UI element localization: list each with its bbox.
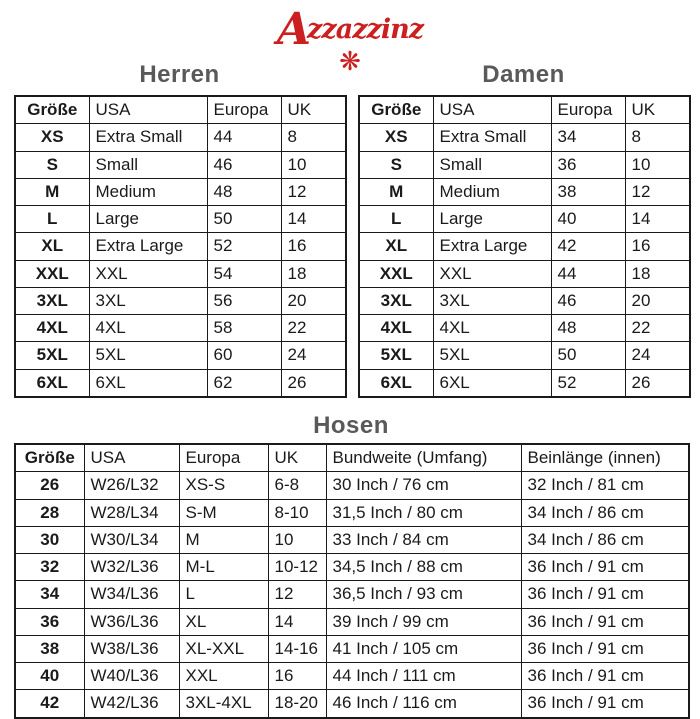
- table-row: [15, 124, 346, 151]
- table-cell: 39 Inch / 99 cm: [326, 608, 521, 635]
- table-cell: 12: [268, 581, 326, 608]
- table-cell: S: [359, 151, 433, 178]
- table-cell: 3XL: [89, 287, 207, 314]
- table-cell: Extra Large: [433, 233, 551, 260]
- table-cell: XXL: [359, 260, 433, 287]
- table-cell: Large: [89, 206, 207, 233]
- table-cell: 14: [281, 206, 346, 233]
- table-cell: Medium: [89, 178, 207, 205]
- table-cell: 32 Inch / 81 cm: [521, 472, 689, 499]
- table-cell: L: [179, 581, 268, 608]
- table-cell: 24: [281, 342, 346, 369]
- table-cell: 36 Inch / 91 cm: [521, 608, 689, 635]
- table-cell: 34: [551, 124, 625, 151]
- table-cell: 10-12: [268, 554, 326, 581]
- table-cell: 34: [15, 581, 84, 608]
- table-cell: 20: [625, 287, 690, 314]
- table-cell: W38/L36: [84, 635, 179, 662]
- table-cell: 18: [281, 260, 346, 287]
- table-cell: 44: [207, 124, 281, 151]
- table-cell: W42/L36: [84, 690, 179, 718]
- table-cell: 46 Inch / 116 cm: [326, 690, 521, 718]
- table-cell: 38: [551, 178, 625, 205]
- table-cell: W34/L36: [84, 581, 179, 608]
- table-cell: 5XL: [433, 342, 551, 369]
- column-header: Europa: [551, 96, 625, 124]
- column-header: UK: [268, 444, 326, 472]
- table-cell: 28: [15, 499, 84, 526]
- table-cell: 30: [15, 526, 84, 553]
- table-cell: 6XL: [359, 369, 433, 397]
- table-cell: 3XL: [359, 287, 433, 314]
- brand-logo-rest: zzazzinz: [307, 14, 424, 45]
- section-title-herren: Herren: [139, 61, 220, 88]
- table-cell: XXL: [15, 260, 89, 287]
- table-row: [359, 151, 690, 178]
- table-cell: 24: [625, 342, 690, 369]
- table-cell: 5XL: [89, 342, 207, 369]
- table-row: [15, 342, 346, 369]
- column-header: Bundweite (Umfang): [326, 444, 521, 472]
- table-cell: 40: [15, 663, 84, 690]
- table-row: [359, 342, 690, 369]
- hosen-size-table: [14, 443, 690, 719]
- table-cell: 36: [551, 151, 625, 178]
- table-cell: 36,5 Inch / 93 cm: [326, 581, 521, 608]
- table-cell: W40/L36: [84, 663, 179, 690]
- table-cell: 32: [15, 554, 84, 581]
- table-row: [15, 287, 346, 314]
- herren-size-table: [14, 95, 347, 398]
- table-cell: XS: [15, 124, 89, 151]
- table-row: [359, 206, 690, 233]
- table-cell: 16: [268, 663, 326, 690]
- header-row: [15, 96, 346, 124]
- column-header: UK: [625, 96, 690, 124]
- table-cell: 36 Inch / 91 cm: [521, 554, 689, 581]
- table-cell: XXL: [179, 663, 268, 690]
- table-cell: XL: [179, 608, 268, 635]
- table-row: [15, 499, 689, 526]
- table-row: [359, 124, 690, 151]
- table-cell: 8: [281, 124, 346, 151]
- column-header: Größe: [15, 96, 89, 124]
- table-row: [15, 369, 346, 397]
- table-row: [359, 260, 690, 287]
- table-cell: 52: [207, 233, 281, 260]
- table-cell: 62: [207, 369, 281, 397]
- table-cell: W30/L34: [84, 526, 179, 553]
- table-row: [359, 369, 690, 397]
- column-header: USA: [433, 96, 551, 124]
- table-cell: 14: [268, 608, 326, 635]
- table-cell: 20: [281, 287, 346, 314]
- table-cell: 3XL-4XL: [179, 690, 268, 718]
- table-row: [15, 260, 346, 287]
- table-cell: Extra Small: [89, 124, 207, 151]
- table-cell: 44 Inch / 111 cm: [326, 663, 521, 690]
- table-cell: 42: [15, 690, 84, 718]
- column-header: Europa: [207, 96, 281, 124]
- table-cell: M: [359, 178, 433, 205]
- table-cell: 3XL: [433, 287, 551, 314]
- table-cell: 6XL: [15, 369, 89, 397]
- column-header: Europa: [179, 444, 268, 472]
- table-row: [15, 608, 689, 635]
- table-row: [15, 690, 689, 718]
- table-cell: 26: [281, 369, 346, 397]
- column-header: Beinlänge (innen): [521, 444, 689, 472]
- table-cell: 54: [207, 260, 281, 287]
- table-row: [15, 315, 346, 342]
- table-row: [15, 233, 346, 260]
- table-cell: 48: [551, 315, 625, 342]
- table-row: [15, 554, 689, 581]
- table-cell: 33 Inch / 84 cm: [326, 526, 521, 553]
- table-cell: 22: [281, 315, 346, 342]
- table-cell: 6XL: [433, 369, 551, 397]
- pinwheel-star-icon: ❋: [339, 46, 361, 76]
- table-cell: 36 Inch / 91 cm: [521, 663, 689, 690]
- table-cell: 4XL: [15, 315, 89, 342]
- table-cell: 46: [207, 151, 281, 178]
- table-cell: 10: [281, 151, 346, 178]
- table-cell: 14: [625, 206, 690, 233]
- table-cell: XS-S: [179, 472, 268, 499]
- table-cell: 8: [625, 124, 690, 151]
- table-cell: 48: [207, 178, 281, 205]
- table-row: [359, 315, 690, 342]
- table-cell: 5XL: [15, 342, 89, 369]
- table-cell: 8-10: [268, 499, 326, 526]
- section-title-hosen: Hosen: [313, 412, 389, 439]
- table-cell: 6XL: [89, 369, 207, 397]
- table-cell: Medium: [433, 178, 551, 205]
- section-title-damen: Damen: [482, 61, 565, 88]
- table-cell: 16: [281, 233, 346, 260]
- brand-logo-initial: A: [276, 4, 311, 55]
- table-cell: 12: [625, 178, 690, 205]
- table-cell: 44: [551, 260, 625, 287]
- table-cell: 36 Inch / 91 cm: [521, 581, 689, 608]
- table-cell: W36/L36: [84, 608, 179, 635]
- table-cell: XL-XXL: [179, 635, 268, 662]
- table-cell: 12: [281, 178, 346, 205]
- table-cell: 34 Inch / 86 cm: [521, 526, 689, 553]
- table-cell: S: [15, 151, 89, 178]
- table-cell: 50: [207, 206, 281, 233]
- table-cell: M-L: [179, 554, 268, 581]
- table-row: [15, 178, 346, 205]
- table-cell: XS: [359, 124, 433, 151]
- table-cell: Extra Large: [89, 233, 207, 260]
- table-row: [15, 526, 689, 553]
- table-cell: 36 Inch / 91 cm: [521, 690, 689, 718]
- table-cell: 4XL: [359, 315, 433, 342]
- header-row: [15, 444, 689, 472]
- table-cell: Small: [89, 151, 207, 178]
- table-row: [359, 178, 690, 205]
- table-cell: 4XL: [433, 315, 551, 342]
- table-cell: Large: [433, 206, 551, 233]
- table-cell: XXL: [433, 260, 551, 287]
- table-cell: 30 Inch / 76 cm: [326, 472, 521, 499]
- column-header: UK: [281, 96, 346, 124]
- column-header: Größe: [359, 96, 433, 124]
- table-cell: M: [179, 526, 268, 553]
- table-cell: M: [15, 178, 89, 205]
- table-row: [15, 151, 346, 178]
- table-row: [15, 663, 689, 690]
- table-cell: XXL: [89, 260, 207, 287]
- damen-size-table: [358, 95, 691, 398]
- table-cell: 46: [551, 287, 625, 314]
- table-cell: 50: [551, 342, 625, 369]
- table-cell: 18-20: [268, 690, 326, 718]
- table-cell: W26/L32: [84, 472, 179, 499]
- table-cell: S-M: [179, 499, 268, 526]
- column-header: Größe: [15, 444, 84, 472]
- table-cell: Small: [433, 151, 551, 178]
- table-cell: 10: [625, 151, 690, 178]
- table-cell: 5XL: [359, 342, 433, 369]
- table-row: [15, 581, 689, 608]
- table-cell: W32/L36: [84, 554, 179, 581]
- table-cell: L: [15, 206, 89, 233]
- table-cell: 16: [625, 233, 690, 260]
- table-cell: 42: [551, 233, 625, 260]
- table-cell: 36 Inch / 91 cm: [521, 635, 689, 662]
- table-cell: 14-16: [268, 635, 326, 662]
- table-cell: 26: [625, 369, 690, 397]
- table-cell: W28/L34: [84, 499, 179, 526]
- table-cell: 41 Inch / 105 cm: [326, 635, 521, 662]
- table-row: [359, 233, 690, 260]
- table-row: [15, 472, 689, 499]
- table-cell: 18: [625, 260, 690, 287]
- table-cell: L: [359, 206, 433, 233]
- table-row: [15, 206, 346, 233]
- header-row: [359, 96, 690, 124]
- table-cell: 34,5 Inch / 88 cm: [326, 554, 521, 581]
- table-cell: XL: [359, 233, 433, 260]
- column-header: USA: [89, 96, 207, 124]
- table-cell: 22: [625, 315, 690, 342]
- table-row: [15, 635, 689, 662]
- table-cell: 40: [551, 206, 625, 233]
- table-cell: 34 Inch / 86 cm: [521, 499, 689, 526]
- table-row: [359, 287, 690, 314]
- table-cell: 26: [15, 472, 84, 499]
- table-cell: Extra Small: [433, 124, 551, 151]
- table-cell: 31,5 Inch / 80 cm: [326, 499, 521, 526]
- table-cell: 56: [207, 287, 281, 314]
- table-cell: XL: [15, 233, 89, 260]
- table-cell: 4XL: [89, 315, 207, 342]
- table-cell: 52: [551, 369, 625, 397]
- table-cell: 60: [207, 342, 281, 369]
- table-cell: 10: [268, 526, 326, 553]
- table-cell: 6-8: [268, 472, 326, 499]
- table-cell: 58: [207, 315, 281, 342]
- table-cell: 38: [15, 635, 84, 662]
- column-header: USA: [84, 444, 179, 472]
- table-cell: 3XL: [15, 287, 89, 314]
- table-cell: 36: [15, 608, 84, 635]
